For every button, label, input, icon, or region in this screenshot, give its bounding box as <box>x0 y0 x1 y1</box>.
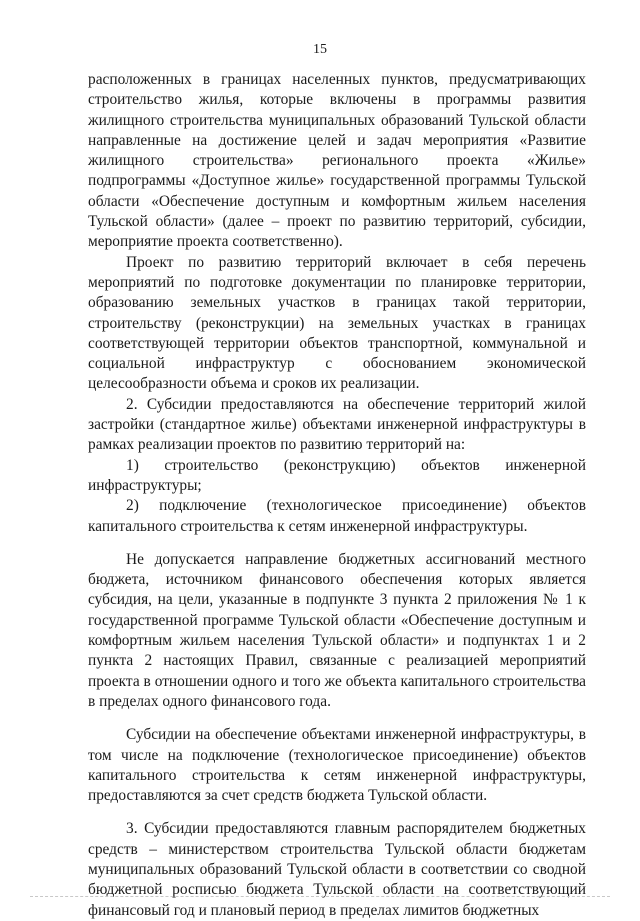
list-item-1: 1) строительство (реконструкцию) объектов инженерной инфраструктуры; <box>88 456 586 494</box>
paragraph-funding-source: Субсидии на обеспечение объектами инженерной инфраструктуры, в том числе на подключение (технологическое присоединение) объектов капитального строительства к сетям инженерной инфраструктуры, предоставляются за счет средств бюджета Тульской области. <box>88 726 586 805</box>
paragraph-project-scope: Проект по развитию территорий включает в себя перечень мероприятий по подготовке документации по планировке территории, образованию земельных участков в границах такой территории, строительству (реконструкции) на земельных участках в границах соответствующей территории объектов транспортной, коммунальной и социальной инфраструктур с обоснованием экономической целесообразности объема и сроков их реализации. <box>88 253 586 393</box>
paragraph-clause-2: 2. Субсидии предоставляются на обеспечение территорий жилой застройки (стандартное жилье) объектами инженерной инфраструктуры в рамках реализации проектов по развитию территорий на: <box>88 395 586 454</box>
paragraph-continuation: расположенных в границах населенных пунктов, предусматривающих строительство жилья, которые включены в программы развития жилищного строительства муниципальных образований Тульской области направленные на достижение целей и задач мероприятия «Развитие жилищного строительства» регионального проекта «Жилье» подпрограммы «Доступное жилье» государственной программы Тульской области «Обеспечение доступным и комфортным жильем населения Тульской области» (далее – проект по развитию территорий, субсидии, мероприятие проекта соответственно). <box>88 71 586 251</box>
paragraph-restriction: Не допускается направление бюджетных ассигнований местного бюджета, источником финансового обеспечения которых является субсидия, на цели, указанные в подпункте 3 пункта 2 приложения № 1 к государственной программе Тульской области «Обеспечение доступным и комфортным жильем населения Тульской области» и подпунктах 1 и 2 пункта 2 настоящих Правил, связанные с реализацией мероприятий проекта в отношении одного и того же объекта капитального строительства в пределах одного финансового года. <box>88 550 586 710</box>
page-number: 15 <box>313 42 327 57</box>
document-body <box>88 70 586 921</box>
list-item-2: 2) подключение (технологическое присоединение) объектов капитального строительства к сетям инженерной инфраструктуры. <box>88 497 586 535</box>
scan-artifact-line <box>30 894 610 897</box>
paragraph-clause-3: 3. Субсидии предоставляются главным распорядителем бюджетных средств – министерством строительства Тульской области бюджетам муниципальных образований Тульской области в соответствии со сводной бюджетной росписью бюджета Тульской области на соответствующий финансовый год и плановый период в пределах лимитов бюджетных <box>88 820 586 919</box>
